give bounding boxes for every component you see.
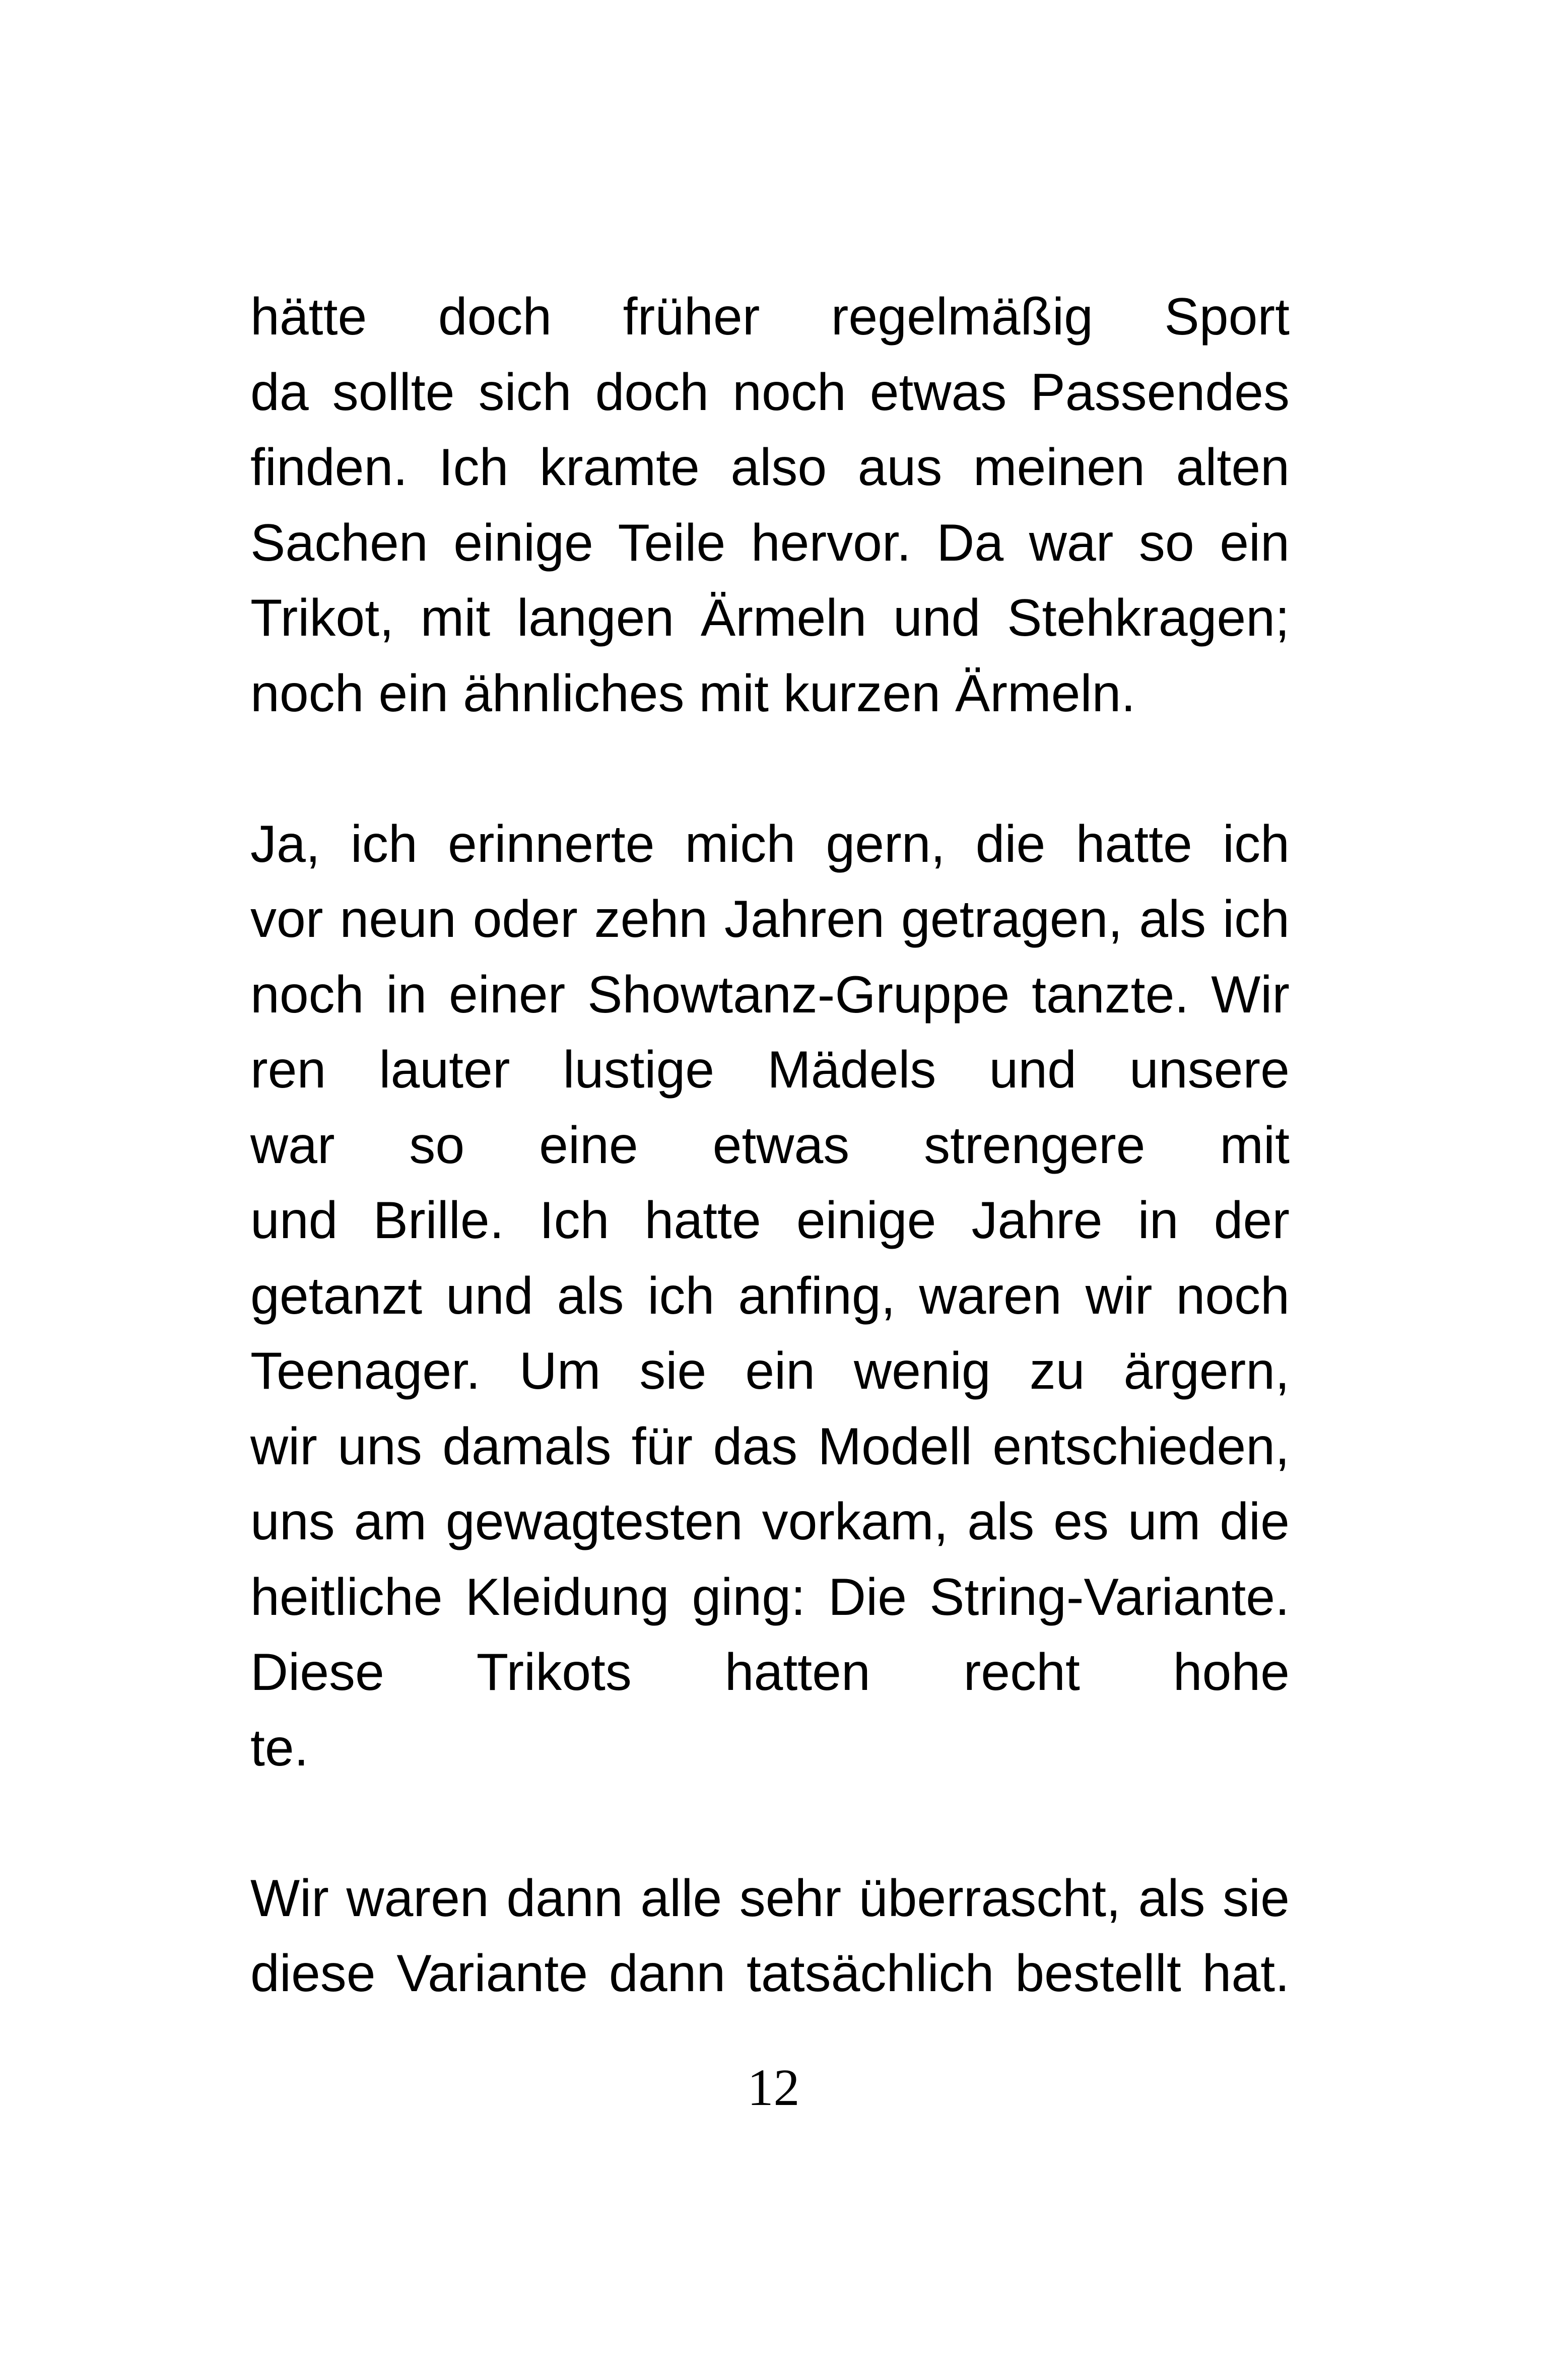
text-line: noch ein ähnliches mit kurzen Ärmeln. [250,664,1136,723]
text-line: Teenager. Um sie ein wenig zu ärgern, [250,1342,1290,1400]
text-line: und Brille. Ich hatte einige Jahre in der [250,1191,1290,1250]
text-line: noch in einer Showtanz-Gruppe tanzte. Wir [250,965,1290,1024]
text-line: heitliche Kleidung ging: Die String-Variante. [250,1568,1290,1626]
page-number: 12 [747,2059,800,2117]
text-line: Sachen einige Teile hervor. Da war so ein [250,513,1290,572]
paragraph [250,807,1290,1786]
text-line: hätte doch früher regelmäßig Sport [250,288,1290,346]
paragraph [250,280,1290,731]
text-line: war so eine etwas strengere mit [250,1116,1290,1175]
text-line: diese Variante dann tatsächlich bestellt hat. [250,1944,1290,2003]
body-text [250,280,1290,2012]
paragraph [250,1861,1290,2012]
text-line: finden. Ich kramte also aus meinen alten [250,438,1290,497]
text-line: ren lauter lustige Mädels und unsere [250,1041,1290,1099]
text-line: Ja, ich erinnerte mich gern, die hatte ich [250,814,1290,873]
text-line: getanzt und als ich anfing, waren wir noch [250,1266,1290,1325]
text-line: Diese Trikots hatten recht hohe [250,1643,1290,1702]
text-line: wir uns damals für das Modell entschieden, [250,1417,1290,1476]
text-line: te. [250,1718,309,1777]
text-line: da sollte sich doch noch etwas Passendes [250,363,1290,422]
text-line: Trikot, mit langen Ärmeln und Stehkragen; [250,589,1290,647]
text-line: uns am gewagtesten vorkam, als es um die [250,1492,1290,1551]
text-line: vor neun oder zehn Jahren getragen, als ich [250,890,1290,948]
text-line: Wir waren dann alle sehr überrascht, als sie [250,1869,1290,1928]
